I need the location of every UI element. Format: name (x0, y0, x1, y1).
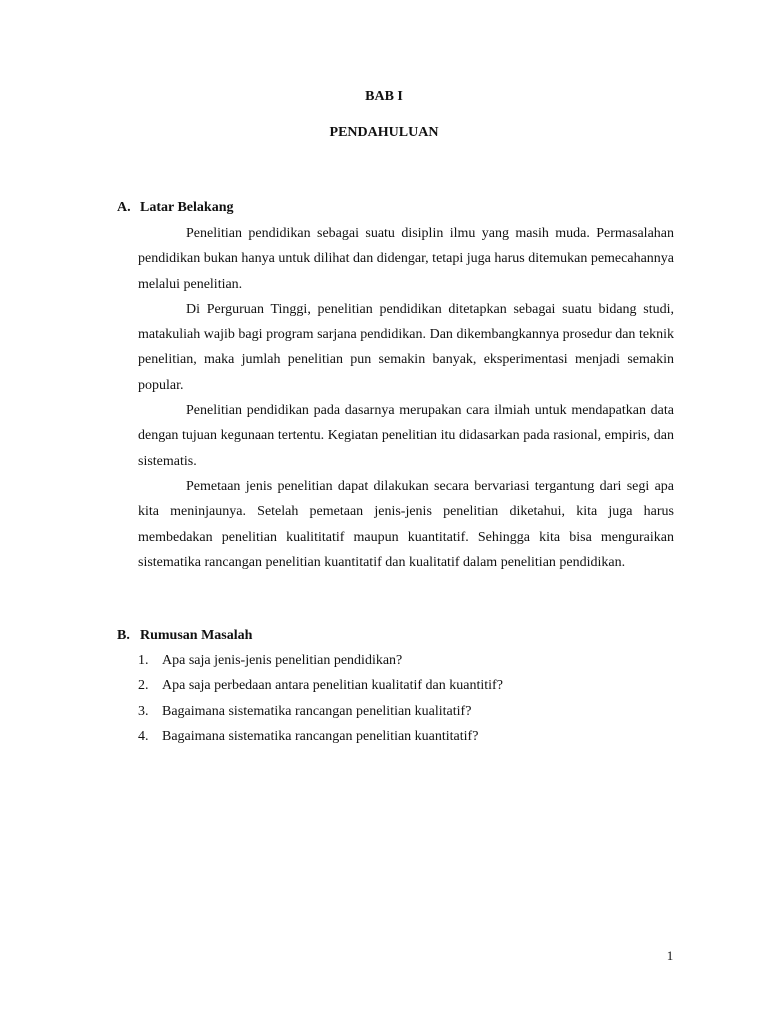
page-number: 1 (666, 948, 674, 963)
section-heading-latar-belakang (117, 200, 233, 216)
section-body-latar-belakang (138, 221, 674, 575)
section-marker: B. (117, 628, 130, 643)
list-number: 1. (138, 653, 149, 668)
chapter-number: BAB I (365, 89, 403, 104)
list-item (138, 724, 674, 749)
list-item-text: Apa saja jenis-jenis penelitian pendidikan? (162, 653, 403, 668)
list-item-text: Apa saja perbedaan antara penelitian kualitatif dan kuantitif? (162, 678, 503, 694)
list-item-text: Bagaimana sistematika rancangan penelitian kuantitatif? (162, 728, 479, 744)
list-item-text: Bagaimana sistematika rancangan penelitian kualitatif? (162, 703, 472, 719)
list-item (138, 648, 674, 673)
section-heading-rumusan-masalah (117, 628, 252, 644)
paragraph: Di Perguruan Tinggi, penelitian pendidikan ditetapkan sebagai suatu bidang studi, matakuliah wajib bagi program sarjana pendidikan. Dan dikembangkannya prosedur dan teknik penelitian, maka jumlah penelitian pun semakin banyak, eksperimentasi menjadi semakin popular. (138, 301, 674, 393)
section-heading-text: Latar Belakang (140, 200, 234, 215)
section-heading-text: Rumusan Masalah (140, 628, 253, 643)
list-item (138, 673, 674, 698)
paragraph: Pemetaan jenis penelitian dapat dilakukan secara bervariasi tergantung dari segi apa kita meninjaunya. Setelah pemetaan jenis-jenis penelitian diketahui, kita juga harus membedakan penelitian kualititatif maupun kuantitatif. Sehingga kita bisa menguraikan sistematika rancangan penelitian kuantitatif dan kualitatif dalam penelitian pendidikan. (138, 478, 674, 570)
problem-list (138, 648, 674, 749)
section-marker: A. (117, 200, 131, 215)
list-number: 4. (138, 728, 149, 744)
list-number: 3. (138, 703, 149, 719)
list-number: 2. (138, 678, 149, 694)
paragraph: Penelitian pendidikan sebagai suatu disiplin ilmu yang masih muda. Permasalahan pendidikan bukan hanya untuk dilihat dan didengar, tetapi juga harus ditemukan pemecahannya melalui penelitian. (138, 226, 674, 292)
paragraph: Penelitian pendidikan pada dasarnya merupakan cara ilmiah untuk mendapatkan data dengan tujuan kegunaan tertentu. Kegiatan penelitian itu didasarkan pada rasional, empiris, dan sistematis. (138, 403, 674, 469)
chapter-title: PENDAHULUAN (329, 125, 439, 140)
list-item (138, 699, 674, 724)
